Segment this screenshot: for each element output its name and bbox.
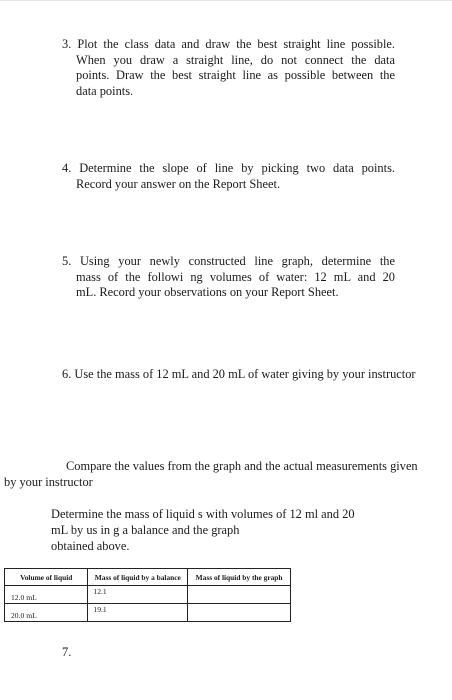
step-3-line-3: points. Draw the best straight line as possible between the — [76, 68, 395, 82]
row-1-volume: 12.0 mL — [5, 586, 88, 604]
step-5-paragraph — [62, 254, 395, 301]
mass-volume-table — [4, 568, 291, 622]
step-3-paragraph — [62, 37, 395, 99]
step-6-paragraph — [62, 367, 447, 383]
row-1-mass-graph[interactable] — [188, 586, 291, 604]
row-2-mass-graph[interactable] — [188, 604, 291, 622]
row-2-volume: 20.0 mL — [5, 604, 88, 622]
step-3-line-1: 3. Plot the class data and draw the best straight line possible. — [62, 37, 395, 51]
step-5-line-1: 5. Using your newly constructed line graph, determine the — [62, 254, 395, 268]
header-mass-graph: Mass of liquid by the graph — [188, 569, 291, 586]
step-5-line-3: mL. Record your observations on your Report Sheet. — [76, 285, 339, 299]
step-5-line-2: mass of the followi ng volumes of water: 12 mL and 20 — [76, 269, 395, 284]
step-4-line-1: 4. Determine the slope of line by picking two data points. — [62, 161, 395, 175]
determine-paragraph — [51, 506, 381, 554]
step-6-line-1: 6. Use the mass of 12 mL and 20 mL of water giving by your instructor — [62, 367, 416, 381]
determine-line-3: obtained above. — [51, 539, 130, 553]
step-3-line-4: data points. — [76, 83, 134, 98]
table-header-row — [5, 569, 291, 586]
row-2-mass-balance: 19.1 — [88, 604, 188, 622]
determine-line-2: mL by us in g a balance and the graph — [51, 523, 240, 537]
page-top-rule — [0, 0, 452, 1]
table-row — [5, 586, 291, 604]
step-4-line-2: Record your answer on the Report Sheet. — [76, 176, 281, 191]
step-3-line-2: When you draw a straight line, do not connect the data — [76, 52, 395, 67]
header-mass-balance: Mass of liquid by a balance — [88, 569, 188, 586]
determine-line-1: Determine the mass of liquid s with volumes of 12 ml and 20 — [51, 507, 355, 521]
row-1-mass-balance: 12.1 — [88, 586, 188, 604]
step-7-number: 7. — [62, 645, 72, 659]
table-row — [5, 604, 291, 622]
step-4-paragraph — [62, 161, 395, 192]
header-volume: Volume of liquid — [5, 569, 88, 586]
compare-paragraph — [4, 459, 446, 490]
compare-line-1: Compare the values from the graph and the actual measurements given — [66, 459, 418, 473]
compare-line-2: by your instructor — [4, 474, 93, 489]
